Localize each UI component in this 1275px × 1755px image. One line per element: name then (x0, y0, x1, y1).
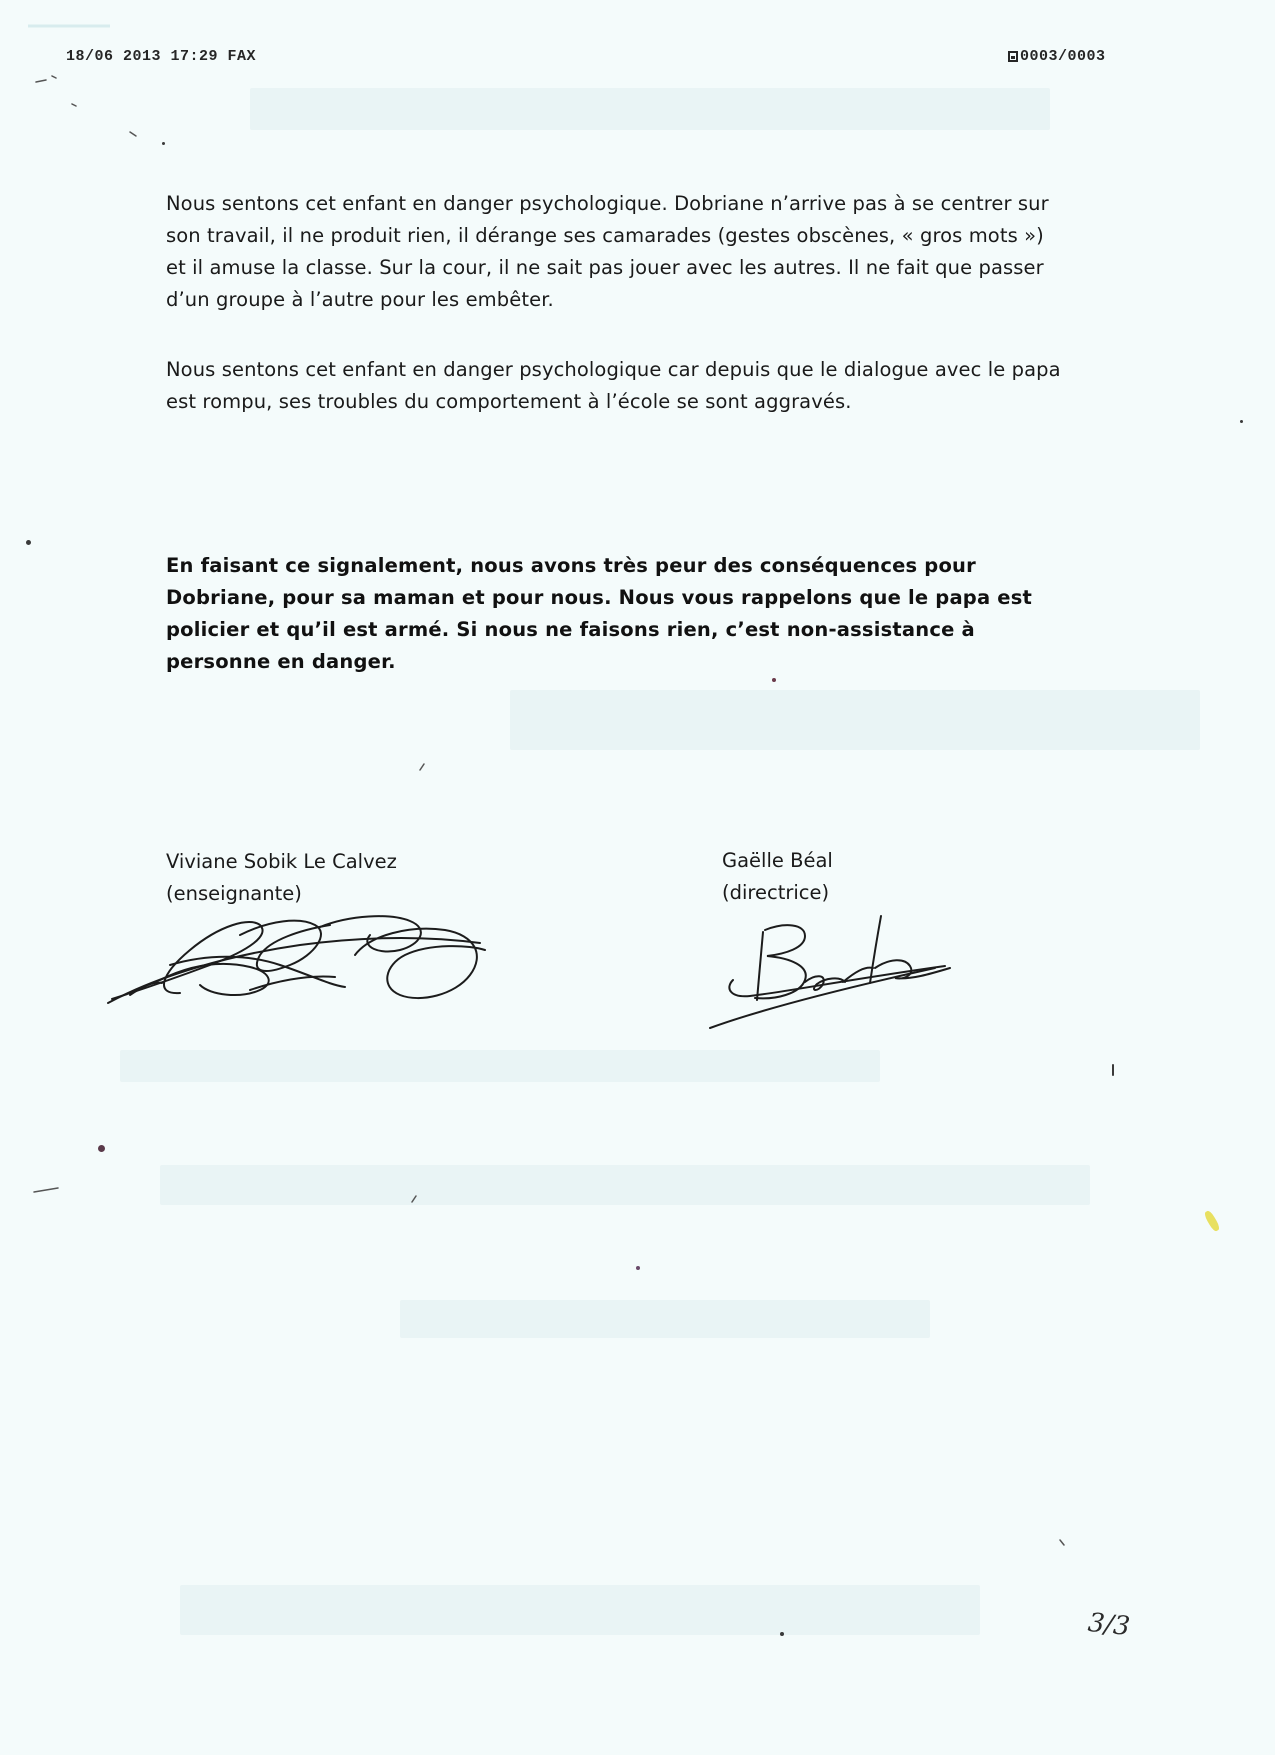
paragraph-3: En faisant ce signalement, nous avons très peur des conséquences pour Dobriane, pour sa maman et pour nous. Nous vous rappelons que le papa est policier et qu’il est armé. Si nous ne faisons rien, c’est non-assistance à personne en danger. (166, 554, 1033, 673)
handwritten-page-number: 3/3 (1086, 1607, 1132, 1643)
fax-page-counter-text: 0003/0003 (1020, 48, 1106, 65)
paragraph-1: Nous sentons cet enfant en danger psychologique. Dobriane n’arrive pas à se centrer sur son travail, il ne produit rien, il dérange ses camarades (gestes obscènes, « gros mots ») et il amuse la classe. Sur la cour, il ne sait pas jouer avec les autres. Il ne fait que passer d’un groupe à l’autre pour les embêter. (166, 192, 1049, 311)
signatory-name: Gaëlle Béal (722, 849, 833, 872)
fax-timestamp: 18/06 2013 17:29 FAX (66, 48, 257, 65)
signatory-name: Viviane Sobik Le Calvez (166, 850, 397, 873)
signatory-role: (directrice) (722, 881, 830, 904)
signatory-role: (enseignante) (166, 882, 302, 905)
paragraph-2: Nous sentons cet enfant en danger psychologique car depuis que le dialogue avec le papa est rompu, ses troubles du comportement à l’école se sont aggravés. (166, 358, 1061, 413)
